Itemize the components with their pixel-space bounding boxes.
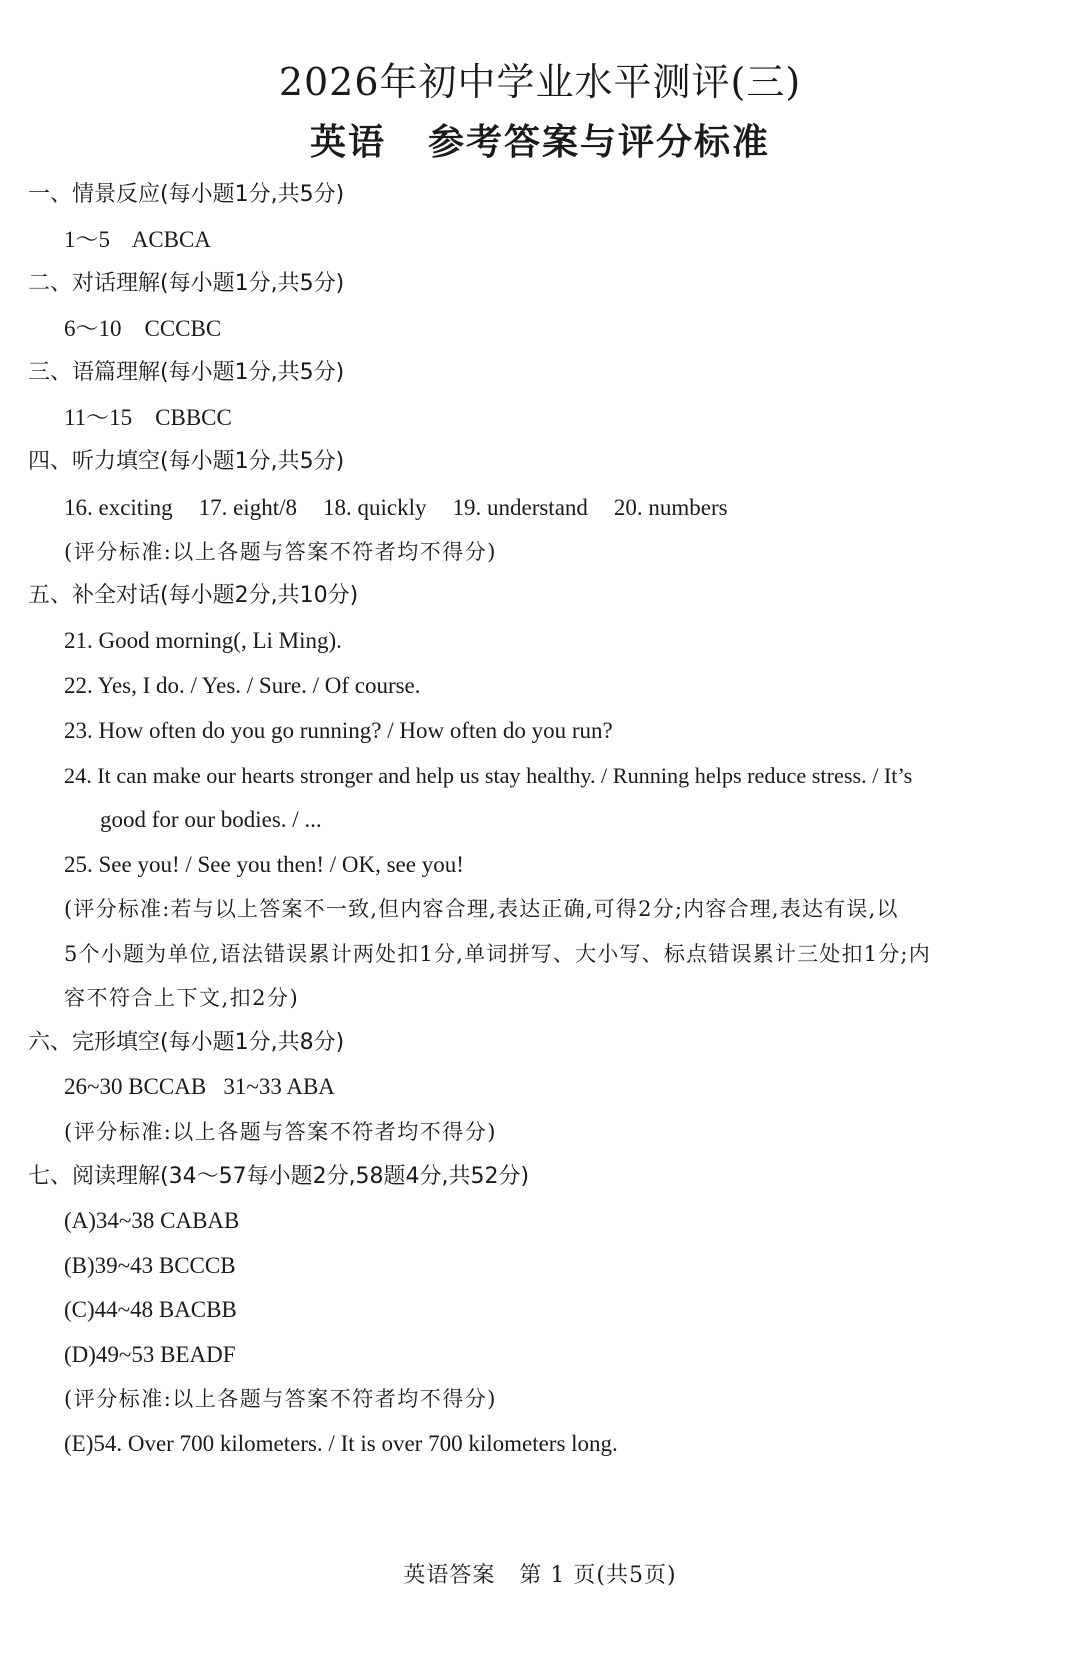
- section-heading-1: 一、情景反应(每小题1分,共5分): [28, 182, 345, 207]
- section-heading-7: 七、阅读理解(34～57每小题2分,58题4分,共52分): [28, 1164, 530, 1189]
- grading-note-5-line-2: 5个小题为单位,语法错误累计两处扣1分,单词拼写、大小写、标点错误累计三处扣1分;内: [64, 942, 931, 966]
- grading-note-4: (评分标准:以上各题与答案不符者均不得分): [64, 540, 497, 564]
- answer-24-line-1: 24. It can make our hearts stronger and help us stay healthy. / Running helps reduce stress. / It’s: [64, 763, 913, 788]
- answer-23: 23. How often do you go running? / How often do you run?: [64, 718, 613, 743]
- section-answers-1: 1～5 ACBCA: [64, 227, 211, 252]
- answer-21: 21. Good morning(, Li Ming).: [64, 628, 342, 653]
- answer-group-d: (D)49~53 BEADF: [64, 1342, 236, 1367]
- answer-19: 19. understand: [452, 495, 588, 520]
- page-footer: 英语答案 第 1 页(共5页): [403, 1563, 677, 1588]
- section-answers-2: 6～10 CCCBC: [64, 316, 222, 341]
- section-heading-3: 三、语篇理解(每小题1分,共5分): [28, 360, 345, 385]
- answer-17: 17. eight/8: [198, 495, 297, 520]
- grading-note-5-line-3: 容不符合上下文,扣2分): [64, 986, 300, 1010]
- grading-note-5-line-1: (评分标准:若与以上答案不一致,但内容合理,表达正确,可得2分;内容合理,表达有误,以: [64, 897, 899, 921]
- section-answers-6: 26~30 BCCAB 31~33 ABA: [64, 1074, 335, 1099]
- answer-24-line-2: good for our bodies. / ...: [100, 807, 322, 832]
- section-heading-2: 二、对话理解(每小题1分,共5分): [28, 271, 345, 296]
- section-answers-3: 11～15 CBBCC: [64, 405, 232, 430]
- section-heading-5: 五、补全对话(每小题2分,共10分): [28, 583, 359, 608]
- answer-group-a: (A)34~38 CABAB: [64, 1208, 240, 1233]
- subject-label: 英语: [309, 122, 386, 163]
- subtitle-name: 参考答案与评分标准: [428, 122, 771, 163]
- answer-18: 18. quickly: [322, 495, 427, 520]
- answer-group-c: (C)44~48 BACBB: [64, 1297, 237, 1322]
- grading-note-7: (评分标准:以上各题与答案不符者均不得分): [64, 1387, 497, 1411]
- answer-25: 25. See you! / See you then! / OK, see you!: [64, 852, 464, 877]
- answer-20: 20. numbers: [613, 495, 728, 520]
- section-heading-6: 六、完形填空(每小题1分,共8分): [28, 1030, 345, 1055]
- section-answers-4: [64, 492, 728, 524]
- grading-note-6: (评分标准:以上各题与答案不符者均不得分): [64, 1120, 497, 1144]
- answer-16: 16. exciting: [64, 495, 173, 520]
- section-heading-4: 四、听力填空(每小题1分,共5分): [28, 449, 345, 474]
- answer-22: 22. Yes, I do. / Yes. / Sure. / Of course.: [64, 673, 421, 698]
- page-title: 2026年初中学业水平测评(三): [278, 60, 802, 104]
- answer-group-b: (B)39~43 BCCCB: [64, 1253, 236, 1278]
- page-subtitle: [0, 120, 1080, 166]
- answer-group-e: (E)54. Over 700 kilometers. / It is over 700 kilometers long.: [64, 1431, 618, 1456]
